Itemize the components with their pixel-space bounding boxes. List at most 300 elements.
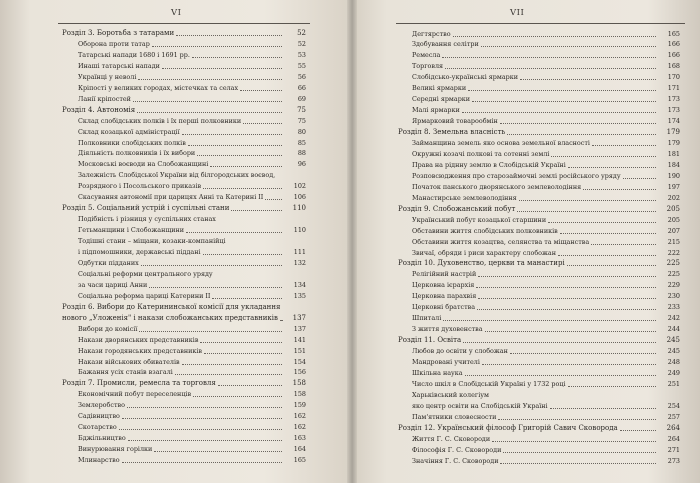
toc-leader-dots <box>591 244 656 245</box>
toc-entry-title: Розділ 3. Боротьба з татарами <box>62 29 175 37</box>
toc-entry-title: Московські воєводи на Слобожанщині <box>78 160 209 169</box>
toc-entry-title: З життя духовенства <box>412 325 483 334</box>
toc-page-number: 53 <box>297 50 306 59</box>
toc-entry-left-21 <box>78 259 306 267</box>
toc-page-number: 249 <box>667 368 680 377</box>
toc-entry-title: Млинарство <box>78 456 120 465</box>
toc-leader-dots <box>200 342 282 343</box>
toc-leader-dots <box>139 331 282 332</box>
toc-leader-dots <box>519 200 656 201</box>
toc-entry-title: Гетьманщини і Слобожанщини <box>78 226 185 235</box>
toc-entry-right-24 <box>412 292 680 300</box>
toc-entry-title: Дегтярство <box>412 29 451 38</box>
toc-entry-right-37 <box>412 435 680 443</box>
toc-page-number: 154 <box>293 357 306 366</box>
toc-entry-right-2 <box>412 51 680 59</box>
toc-entry-title: Малі ярмарки <box>412 106 460 115</box>
toc-leader-dots <box>212 298 282 299</box>
toc-entry-right-12 <box>412 161 680 169</box>
toc-leader-dots <box>152 46 282 47</box>
toc-page-number: 110 <box>292 204 306 213</box>
toc-entry-right-18 <box>412 227 680 235</box>
toc-entry-right-5 <box>412 84 680 92</box>
toc-entry-title: Розділ 7. Промисли, ремесла та торговля <box>62 379 216 388</box>
toc-page-number: 52 <box>297 39 306 48</box>
toc-entry-title: Винурювання горілки <box>78 445 153 454</box>
toc-leader-dots <box>243 123 282 124</box>
toc-entry-title: Розділ 11. Освіта <box>398 336 462 345</box>
toc-leader-dots <box>550 408 656 409</box>
toc-page-number: 184 <box>667 160 680 169</box>
toc-entry-left-4 <box>78 73 306 81</box>
toc-leader-dots <box>472 101 656 102</box>
toc-entry-right-8 <box>412 117 680 125</box>
toc-entry-right-25 <box>412 303 680 311</box>
toc-entry-left-5 <box>78 84 306 92</box>
toc-entry-title: Значіння Г. С. Сковороди <box>412 456 499 465</box>
toc-entry-left-15 <box>78 193 306 201</box>
toc-leader-dots <box>468 90 656 91</box>
toc-entry-title: Обставини життя слобідських полковників <box>412 226 558 235</box>
toc-page-number: 168 <box>667 62 680 71</box>
toc-page-number: 66 <box>297 83 306 92</box>
toc-entry-title: Одбутки підданих <box>78 258 139 267</box>
toc-entry-title: Середні ярмарки <box>412 95 471 104</box>
toc-entry-left-9 <box>78 128 306 136</box>
toc-entry-title: Початок панського дворянського землеволодіння <box>412 182 582 191</box>
toc-page-number: 137 <box>293 324 306 333</box>
toc-entry-left-12 <box>78 160 306 168</box>
toc-leader-dots <box>210 166 282 167</box>
toc-page-number: 248 <box>667 358 680 366</box>
toc-entry-title: Скотарство <box>78 423 117 432</box>
toc-entry-left-28 <box>78 336 306 344</box>
toc-page-number: 132 <box>293 258 306 267</box>
toc-page-number: 271 <box>667 445 680 454</box>
toc-leader-dots <box>154 451 282 452</box>
toc-leader-dots <box>503 452 656 453</box>
toc-entry-right-6 <box>412 95 680 103</box>
toc-entry-title: Кріпості у великих городах, містечках та селах <box>78 83 239 92</box>
toc-entry-left-27 <box>78 325 306 333</box>
toc-entry-title: Розділ 5. Соціальний устрій і суспільні стани <box>62 204 230 213</box>
toc-page-number: 162 <box>293 423 306 432</box>
toc-entry-title: Накази городянських представників <box>78 346 203 355</box>
toc-entry-right-17 <box>412 216 680 224</box>
toc-page-number: 163 <box>293 434 306 443</box>
toc-leader-dots <box>231 210 282 211</box>
toc-page-number: 251 <box>667 379 680 388</box>
toc-section-left-0 <box>62 29 306 37</box>
toc-entry-right-30 <box>412 358 680 366</box>
toc-leader-dots <box>517 211 656 212</box>
toc-page-number: 135 <box>293 291 306 300</box>
toc-leader-dots <box>122 462 282 463</box>
toc-entry-title: Соціальні реформи центрального уряду <box>78 269 213 278</box>
toc-entry-left-36 <box>78 423 306 431</box>
toc-entry-title: Харьківський колегіум <box>412 390 489 399</box>
toc-leader-dots <box>119 429 282 430</box>
toc-page-number: 273 <box>667 456 680 465</box>
toc-section-left-26 <box>62 314 306 322</box>
toc-entry-title: Манастирське землеволодіння <box>412 193 517 202</box>
toc-entry-right-27 <box>412 325 680 333</box>
toc-entry-title: Татарські напади 1680 і 1691 рр. <box>78 50 190 59</box>
toc-page-number: 106 <box>293 193 306 202</box>
toc-leader-dots <box>128 440 282 441</box>
toc-entry-title: Церковна ієрархія <box>412 281 475 290</box>
toc-page-number: 174 <box>667 117 680 126</box>
toc-leader-dots <box>280 320 282 321</box>
right-page <box>352 0 700 483</box>
toc-entry-title: Накази дворянських представників <box>78 335 199 344</box>
toc-entry-title: Релігійний настрій <box>412 270 477 279</box>
toc-section-right-9 <box>398 128 680 136</box>
toc-leader-dots <box>623 178 656 179</box>
toc-entry-title: Діяльність полковників і їх вибори <box>78 149 196 158</box>
toc-leader-dots <box>507 134 656 135</box>
toc-leader-dots <box>568 167 656 168</box>
page-number-right: VII <box>510 8 525 18</box>
toc-page-number: 75 <box>297 116 306 125</box>
toc-leader-dots <box>182 134 282 135</box>
toc-leader-dots <box>568 386 656 387</box>
toc-entry-title: Права на ріднну землю в Слобідській Україні <box>412 160 566 169</box>
toc-entry-left-18 <box>78 226 306 234</box>
toc-leader-dots <box>477 309 656 310</box>
toc-entry-right-29 <box>412 347 680 355</box>
toc-page-number: 75 <box>297 105 306 114</box>
toc-entry-right-34 <box>412 402 680 410</box>
toc-page-number: 164 <box>293 445 306 454</box>
toc-entry-right-0 <box>412 30 680 38</box>
toc-entry-title: Розрядного і Посольського приказів <box>78 182 202 191</box>
toc-entry-left-34 <box>78 401 306 409</box>
toc-entry-left-13 <box>78 171 306 179</box>
toc-page-number: 254 <box>667 401 680 410</box>
toc-section-left-25 <box>62 303 306 311</box>
toc-page-number: 88 <box>297 149 306 158</box>
toc-section-left-32 <box>62 379 306 387</box>
toc-leader-dots <box>445 68 656 69</box>
toc-page-number: 52 <box>297 29 306 37</box>
toc-entry-left-33 <box>78 390 306 398</box>
toc-leader-dots <box>492 441 656 442</box>
toc-entry-left-11 <box>78 149 306 157</box>
toc-entry-right-1 <box>412 40 680 48</box>
toc-leader-dots <box>197 155 282 156</box>
toc-entry-title: Ярмарковий товарообмін <box>412 117 498 126</box>
toc-page-number: 202 <box>667 193 680 202</box>
toc-entry-right-13 <box>412 172 680 180</box>
toc-leader-dots <box>203 188 282 189</box>
toc-section-right-21 <box>398 259 680 267</box>
toc-entry-left-39 <box>78 456 306 464</box>
toc-leader-dots <box>520 79 656 80</box>
toc-entry-left-37 <box>78 434 306 442</box>
toc-page-number: 151 <box>293 346 306 355</box>
toc-page-number: 245 <box>666 336 680 345</box>
toc-entry-title: Полковники слобідських полків <box>78 138 186 147</box>
toc-leader-dots <box>463 342 656 343</box>
toc-page-number: 110 <box>293 226 306 235</box>
toc-entry-title: Залежність Слобідської України від білгородських воєвод, <box>78 171 276 180</box>
toc-leader-dots <box>500 123 656 124</box>
toc-leader-dots <box>188 145 282 146</box>
toc-page-number: 56 <box>297 72 306 81</box>
toc-page-number: 85 <box>297 138 306 147</box>
toc-leader-dots <box>482 364 656 365</box>
toc-entry-title: і підпомошники, державські піддані <box>78 248 201 256</box>
toc-leader-dots <box>500 463 656 464</box>
toc-leader-dots <box>137 112 282 113</box>
toc-leader-dots <box>453 36 656 37</box>
toc-entry-title: Філософія Г. С. Сковороди <box>412 445 502 454</box>
book-gutter <box>347 0 357 483</box>
toc-page-number: 257 <box>667 412 680 421</box>
toc-entry-title: Життя Г. С. Сковороди <box>412 434 491 443</box>
toc-entry-title: Здобування селітри <box>412 40 479 49</box>
toc-leader-dots <box>485 331 656 332</box>
toc-page-number: 96 <box>297 160 306 169</box>
toc-entry-left-14 <box>78 182 306 190</box>
toc-page-number: 179 <box>667 139 680 147</box>
toc-page-number: 156 <box>293 368 306 377</box>
toc-entry-left-23 <box>78 281 306 289</box>
toc-section-right-36 <box>398 424 680 432</box>
toc-leader-dots <box>478 298 656 299</box>
toc-entry-title: Пам'ятники словесности <box>412 412 497 421</box>
toc-leader-dots <box>127 407 282 408</box>
toc-entry-title: Торговля <box>412 62 444 71</box>
toc-entry-left-3 <box>78 62 306 70</box>
toc-leader-dots <box>481 46 656 47</box>
toc-leader-dots <box>592 145 656 146</box>
toc-page-number: 134 <box>293 280 306 289</box>
toc-leader-dots <box>443 320 656 321</box>
toc-entry-title: Розділ 10. Духовенство, церкви та манастирі <box>398 259 565 268</box>
toc-entry-left-30 <box>78 358 306 366</box>
toc-entry-right-3 <box>412 62 680 70</box>
toc-page-number: 197 <box>667 182 680 191</box>
toc-leader-dots <box>478 276 656 277</box>
toc-leader-dots <box>182 364 282 365</box>
toc-leader-dots <box>558 255 656 256</box>
toc-entry-left-29 <box>78 347 306 355</box>
toc-page-number: 179 <box>666 128 680 137</box>
toc-leader-dots <box>203 254 282 255</box>
toc-entry-left-6 <box>78 95 306 103</box>
toc-page-number: 166 <box>667 51 680 60</box>
toc-page-number: 165 <box>293 456 306 465</box>
toc-entry-left-1 <box>78 40 306 48</box>
toc-entry-title: Ремесла <box>412 51 441 60</box>
toc-entry-title: Число шкіл в Слобідській Україні у 1732 році <box>412 379 566 388</box>
toc-entry-title: Економічний побут переселенців <box>78 390 192 399</box>
toc-page-number: 158 <box>292 379 306 388</box>
toc-leader-dots <box>193 396 282 397</box>
toc-leader-dots <box>551 156 656 157</box>
toc-entry-title: Розділ 8. Земельна власність <box>398 128 506 137</box>
toc-leader-dots <box>560 233 656 234</box>
toc-entry-title: Скасування автономії при царицях Анні та Катерині II <box>78 193 264 202</box>
toc-entry-title: за часи цариці Анни <box>78 280 148 289</box>
toc-entry-title: Бджільництво <box>78 434 126 443</box>
toc-entry-title: Церковна парахвія <box>412 292 477 301</box>
toc-entry-left-19 <box>78 237 306 245</box>
toc-entry-title: Любов до освіти у слобожан <box>412 347 508 356</box>
toc-leader-dots <box>510 353 656 354</box>
toc-leader-dots <box>141 265 282 266</box>
toc-entry-right-7 <box>412 106 680 114</box>
toc-page-number: 141 <box>293 335 306 344</box>
toc-entry-title: Українці у неволі <box>78 72 137 81</box>
toc-section-left-16 <box>62 204 306 212</box>
toc-leader-dots <box>265 199 282 200</box>
toc-page-number: 166 <box>667 40 680 49</box>
toc-page-number: 137 <box>292 313 306 322</box>
toc-page-number: 225 <box>667 270 680 279</box>
toc-entry-right-4 <box>412 73 680 81</box>
toc-leader-dots <box>465 375 656 376</box>
toc-entry-right-19 <box>412 238 680 246</box>
toc-entry-title: Окружні козачі полкові та сотенні землі <box>412 149 550 158</box>
toc-entry-left-8 <box>78 117 306 125</box>
toc-entry-right-32 <box>412 380 680 388</box>
toc-entry-title: Инаші татарські напади <box>78 61 160 70</box>
toc-leader-dots <box>204 353 282 354</box>
toc-entry-left-2 <box>78 51 306 59</box>
toc-page-number: 242 <box>667 314 680 323</box>
toc-entry-title: нового „Уложенія" і накази слобожанських представників <box>62 313 278 322</box>
toc-leader-dots <box>192 57 282 58</box>
toc-entry-title: Звичаї, обряди і риси характеру слобожан <box>412 248 556 257</box>
toc-leader-dots <box>498 419 656 420</box>
toc-page-number: 190 <box>667 171 680 180</box>
toc-entry-title: Шкільна наука <box>412 368 463 377</box>
toc-leader-dots <box>122 418 282 419</box>
toc-leader-dots <box>218 385 282 386</box>
toc-entry-right-38 <box>412 446 680 454</box>
toc-entry-left-38 <box>78 445 306 453</box>
toc-entry-right-26 <box>412 314 680 322</box>
toc-page-number: 111 <box>293 248 306 256</box>
toc-page-number: 55 <box>297 61 306 70</box>
toc-entry-left-20 <box>78 248 306 256</box>
toc-leader-dots <box>149 287 282 288</box>
toc-leader-dots <box>462 112 656 113</box>
toc-page-number: 244 <box>667 325 680 334</box>
header-rule-right <box>396 23 685 24</box>
toc-entry-title: Обставини життя козацтва, селянства та міщанства <box>412 237 590 246</box>
toc-entry-title: Соціальна реформа цариці Катерини II <box>78 291 211 300</box>
toc-entry-title: Займанщина земель яко основа земельної власності <box>412 139 590 147</box>
toc-page-number: 233 <box>667 303 680 312</box>
toc-page-number: 173 <box>667 106 680 115</box>
toc-section-right-16 <box>398 205 680 213</box>
toc-entry-title: Розділ 4. Автономія <box>62 105 136 114</box>
toc-leader-dots <box>240 90 282 91</box>
toc-leader-dots <box>620 430 656 431</box>
toc-leader-dots <box>162 68 282 69</box>
toc-entry-title: Ланії кріпостей <box>78 94 131 103</box>
toc-page-number: 158 <box>293 390 306 399</box>
toc-page-number: 222 <box>667 248 680 257</box>
toc-entry-title: Садівництво <box>78 412 120 421</box>
toc-page-number: 230 <box>667 292 680 301</box>
toc-leader-dots <box>186 232 282 233</box>
toc-entry-title: Бажання усіх станів взагалі <box>78 368 173 377</box>
toc-page-number: 207 <box>667 226 680 235</box>
toc-page-number: 159 <box>293 401 306 410</box>
toc-leader-dots <box>138 79 282 80</box>
toc-entry-title: Розповсюдження про старозаймочні землі російського уряду <box>412 171 621 180</box>
toc-entry-right-23 <box>412 281 680 289</box>
toc-leader-dots <box>176 35 282 36</box>
toc-page-number: 229 <box>667 281 680 290</box>
toc-entry-left-17 <box>78 215 306 223</box>
toc-entry-right-10 <box>412 139 680 147</box>
toc-entry-title: Український побут козацької старшини <box>412 215 547 224</box>
toc-entry-title: Розділ 9. Слобожанський побут <box>398 204 516 213</box>
toc-leader-dots <box>133 101 282 102</box>
toc-entry-title: Шпиталі <box>412 314 442 323</box>
toc-page-number: 173 <box>667 95 680 104</box>
toc-page-number: 264 <box>666 423 680 432</box>
toc-page-number: 215 <box>667 237 680 246</box>
toc-leader-dots <box>567 265 656 266</box>
toc-entry-title: Розділ 6. Вибори до Катерининської комісії для укладання <box>62 302 281 311</box>
page-number-left: VI <box>171 8 182 18</box>
toc-entry-right-14 <box>412 183 680 191</box>
toc-section-left-7 <box>62 106 306 114</box>
toc-entry-title: Слобідсько-українські ярмарки <box>412 73 519 82</box>
toc-section-right-28 <box>398 336 680 344</box>
toc-page-number: 102 <box>293 182 306 191</box>
toc-leader-dots <box>548 222 656 223</box>
toc-leader-dots <box>476 287 656 288</box>
toc-entry-title: Оборона проти татар <box>78 39 150 48</box>
toc-entry-right-15 <box>412 194 680 202</box>
toc-entry-title: яко центр освіти на Слобідській Україні <box>412 401 548 410</box>
toc-page-number: 205 <box>666 204 680 213</box>
toc-entry-title: Накази військових обивателів <box>78 357 180 366</box>
toc-page-number: 264 <box>667 434 680 443</box>
toc-entry-right-22 <box>412 270 680 278</box>
toc-entry-title: Склад слобідських полків і їх перші полковники <box>78 116 242 125</box>
toc-entry-right-39 <box>412 457 680 465</box>
toc-entry-right-35 <box>412 413 680 421</box>
toc-page-number: 165 <box>667 29 680 38</box>
toc-entry-right-11 <box>412 150 680 158</box>
toc-entry-title: Тодішні стани – міщани, козаки-компанійці <box>78 237 226 246</box>
toc-entry-right-20 <box>412 249 680 257</box>
toc-entry-title: Склад козацької адміністрації <box>78 127 180 136</box>
toc-entry-title: Великі ярмарки <box>412 84 467 93</box>
toc-entry-right-33 <box>412 391 680 399</box>
toc-entry-title: Церковні братства <box>412 303 476 312</box>
toc-entry-title: Вибори до комісії <box>78 324 138 333</box>
toc-page-number: 69 <box>297 94 306 103</box>
toc-leader-dots <box>583 189 656 190</box>
toc-page-number: 205 <box>667 215 680 224</box>
toc-entry-left-31 <box>78 368 306 376</box>
toc-entry-left-22 <box>78 270 306 278</box>
toc-entry-title: Подібність і різниця у суспільних станах <box>78 215 216 224</box>
toc-entry-right-31 <box>412 369 680 377</box>
toc-entry-left-35 <box>78 412 306 420</box>
toc-page-number: 225 <box>666 259 680 268</box>
